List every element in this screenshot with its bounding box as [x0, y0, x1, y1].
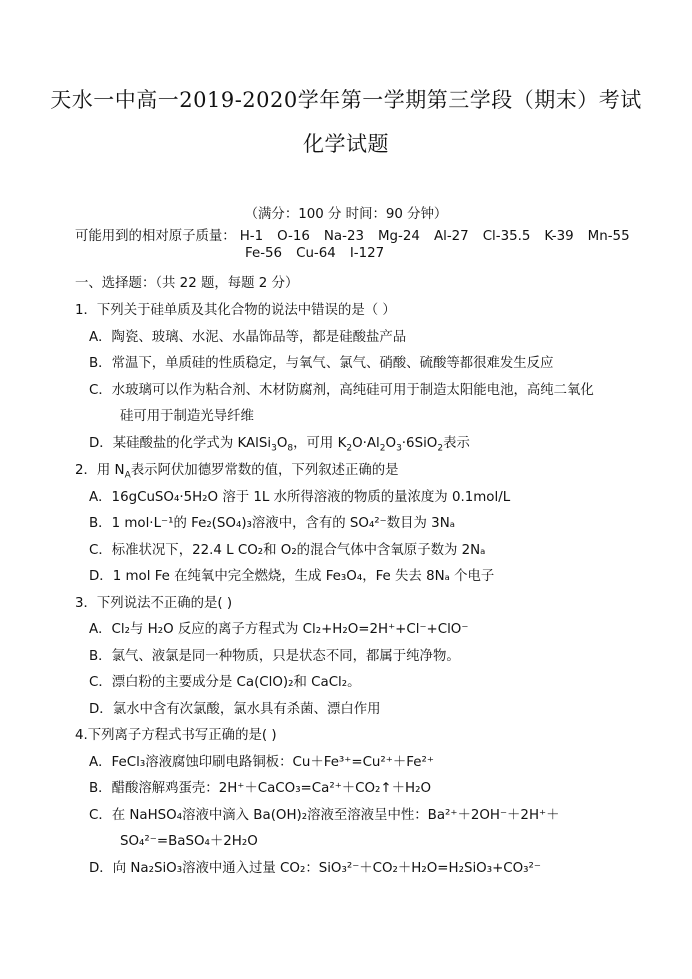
question-3-option-c: C．漂白粉的主要成分是 Ca(ClO)₂和 CaCl₂。: [89, 675, 361, 690]
exam-subject-title: 化学试题: [303, 132, 389, 156]
atomic-mass-item: Mn-55: [587, 229, 630, 244]
atomic-mass-item: Al-27: [433, 229, 469, 244]
atomic-mass-item: O-16: [277, 229, 310, 244]
question-4-option-c: C．在 NaHSO₄溶液中滴入 Ba(OH)₂溶液至溶液呈中性：Ba²⁺＋2OH⁻＋2H⁺＋: [89, 808, 560, 823]
exam-title: 天水一中高一2019-2020学年第一学期第三学段（期末）考试: [50, 88, 642, 112]
atomic-mass-item: Cl-35.5: [482, 229, 531, 244]
atomic-mass-item: K-39: [544, 229, 574, 244]
question-2-option-a: A．16gCuSO₄·5H₂O 溶于 1L 水所得溶液的物质的量浓度为 0.1mol/L: [89, 490, 511, 505]
question-4-stem: 4.下列离子方程式书写正确的是( ): [75, 728, 277, 743]
atomic-mass-item: H-1: [239, 229, 264, 244]
atomic-mass-row-2: [245, 246, 398, 261]
question-3-option-b: B．氯气、液氯是同一种物质，只是状态不同，都属于纯净物。: [89, 649, 460, 664]
question-2-option-c: C．标准状况下，22.4 L CO₂和 O₂的混合气体中含氧原子数为 2Nₐ: [89, 543, 486, 558]
question-2-stem: 2．用 $N_A$表示阿伏加德罗常数的值，下列叙述正确的是: [75, 463, 399, 481]
question-1-option-d: D．某硅酸盐的化学式为 $KAlSi_3O_8$，可用 $K_2O\cdot Al_2O_3\cdot 6SiO_2$表示: [89, 436, 470, 454]
question-2-option-d: D．1 mol Fe 在纯氧中完全燃烧，生成 Fe₃O₄，Fe 失去 8Nₐ 个电子: [89, 569, 495, 584]
question-3-option-d: D．氯水中含有次氯酸，氯水具有杀菌、漂白作用: [89, 702, 381, 717]
question-4-option-d: D．向 Na₂SiO₃溶液中通入过量 CO₂：SiO₃²⁻＋CO₂＋H₂O=H₂SiO₃+CO₃²⁻: [89, 861, 541, 876]
question-1-option-a: A．陶瓷、玻璃、水泥、水晶饰品等，都是硅酸盐产品: [89, 330, 407, 345]
question-1-option-c: C．水玻璃可以作为粘合剂、木材防腐剂，高纯硅可用于制造太阳能电池，高纯二氧化: [89, 383, 594, 398]
question-2-option-b: B．1 mol·L⁻¹的 Fe₂(SO₄)₃溶液中，含有的 SO₄²⁻数目为 3Nₐ: [89, 516, 455, 531]
question-4-option-b: B．醋酸溶解鸡蛋壳：2H⁺＋CaCO₃=Ca²⁺＋CO₂↑＋H₂O: [89, 781, 432, 796]
question-3-stem: 3．下列说法不正确的是( ): [75, 596, 233, 611]
question-4-option-c-continued: SO₄²⁻=BaSO₄＋2H₂O: [120, 834, 258, 849]
atomic-mass-item: I-127: [349, 246, 385, 261]
atomic-mass-label: 可能用到的相对原子质量：: [75, 229, 236, 244]
question-1-option-c-continued: 硅可用于制造光导纤维: [120, 409, 254, 424]
question-1-stem: 1．下列关于硅单质及其化合物的说法中错误的是（ ）: [75, 303, 396, 318]
atomic-mass-item: Cu-64: [296, 246, 336, 261]
section-heading: 一、选择题：（共 22 题，每题 2 分）: [75, 276, 299, 291]
atomic-mass-item: Mg-24: [378, 229, 420, 244]
atomic-mass-item: Na-23: [323, 229, 364, 244]
question-1-option-b: B．常温下，单质硅的性质稳定，与氧气、氯气、硝酸、硫酸等都很难发生反应: [89, 356, 554, 371]
score-time-info: （满分：100 分 时间：90 分钟）: [244, 207, 448, 222]
question-3-option-a: A．Cl₂与 H₂O 反应的离子方程式为 Cl₂+H₂O=2H⁺+Cl⁻+ClO⁻: [89, 622, 469, 637]
atomic-mass-item: Fe-56: [245, 246, 283, 261]
question-4-option-a: A．FeCl₃溶液腐蚀印刷电路铜板：Cu＋Fe³⁺=Cu²⁺＋Fe²⁺: [89, 755, 434, 770]
atomic-mass-row-1: [75, 225, 630, 244]
